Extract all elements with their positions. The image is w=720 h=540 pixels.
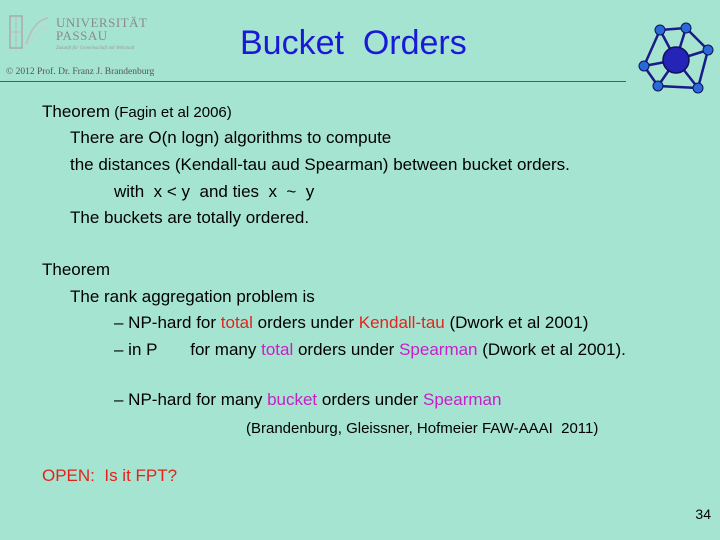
logo-name-line2: PASSAU: [56, 28, 108, 43]
header-divider: [0, 81, 626, 82]
theorem1-title: [42, 102, 232, 123]
theorem1-heading: Theorem: [42, 102, 111, 121]
theorem1-line1: There are O(n logn) algorithms to compute: [70, 128, 392, 147]
open-question: OPEN: Is it FPT?: [42, 466, 178, 485]
university-logo: [6, 12, 166, 62]
theorem2-citation: (Brandenburg, Gleissner, Hofmeier FAW-AAAI 2011): [246, 420, 599, 437]
term-bucket: bucket: [267, 390, 318, 409]
slide-title: Bucket Orders: [240, 24, 467, 62]
term-spearman: Spearman: [399, 340, 478, 359]
theorem1-line2: the distances (Kendall-tau aud Spearman) between bucket orders.: [70, 155, 570, 174]
theorem1-line4: The buckets are totally ordered.: [70, 208, 310, 227]
page-number: 34: [695, 506, 711, 522]
term-spearman: Spearman: [423, 390, 502, 409]
theorem2-intro: The rank aggregation problem is: [70, 287, 315, 306]
term-kendall-tau: Kendall-tau: [358, 313, 445, 332]
logo-tagline: Zukunft für Gemeinschaft mit Weltstadt: [56, 46, 135, 51]
theorem1-line3: with x < y and ties x ~ y: [114, 182, 315, 201]
network-graph-icon: [636, 16, 714, 98]
term-total: total: [261, 340, 294, 359]
theorem1-citation: (Fagin et al 2006): [110, 104, 232, 121]
copyright: © 2012 Prof. Dr. Franz J. Brandenburg: [6, 67, 155, 77]
theorem2-heading: Theorem: [42, 260, 111, 279]
theorem2-item2: – in P for many total orders under Spearman (Dwork et al 2001).: [114, 340, 626, 359]
theorem2-item3: – NP-hard for many bucket orders under Spearman: [114, 390, 502, 409]
logo-name-line1: UNIVERSITÄT: [56, 15, 148, 30]
passau-crest-icon: [6, 14, 50, 50]
term-total: total: [220, 313, 253, 332]
theorem2-item1: – NP-hard for total orders under Kendall-tau (Dwork et al 2001): [114, 313, 589, 332]
